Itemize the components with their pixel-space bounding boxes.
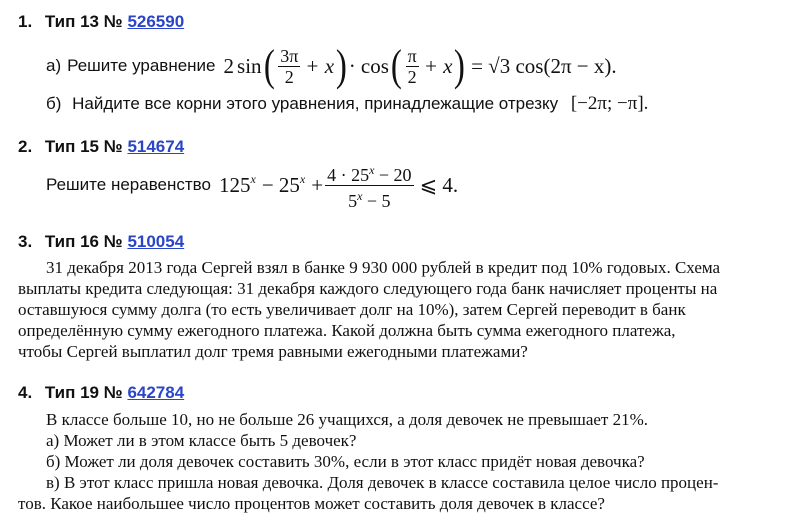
eq1-frac2-den: 2 <box>406 66 419 87</box>
task-2-inequality <box>219 160 458 211</box>
task-4-line-2: а) Может ли в этом классе быть 5 девочек? <box>46 431 357 450</box>
task-1-link[interactable]: 526590 <box>127 12 185 31</box>
task-1-part-b <box>46 93 648 115</box>
task-1-type: Тип 13 <box>44 12 100 31</box>
task-1-part-b-label: б) <box>46 94 62 113</box>
task-1-number: 1. <box>18 12 33 31</box>
eq1-frac1-num: 3π <box>280 45 299 66</box>
task-3-line-4: определённую сумму ежегодного платежа. Какой должна быть сумма ежегодного платежа, <box>18 321 676 340</box>
ineq-plus: + <box>311 172 324 197</box>
task-2-text: Решите неравенство <box>46 175 211 194</box>
task-1-part-b-text: Найдите все корни этого уравнения, принадлежащие отрезку <box>72 94 559 113</box>
task-3-header <box>18 232 184 252</box>
eq1-sin: sin <box>237 53 262 78</box>
task-3-line-3: оставшуюся сумму долга (то есть увеличивает долг на 10%), затем Сергей переводит в банк <box>18 300 686 319</box>
task-3-line-1: 31 декабря 2013 года Сергей взял в банке 9 930 000 рублей в кредит под 10% годовых. Схема <box>46 258 721 277</box>
ineq-minus-25: − $25^x$ <box>261 172 306 197</box>
task-1-interval: [−2π; −π]. <box>570 93 649 114</box>
eq1-frac1 <box>278 46 300 87</box>
eq1-rparen2: ) <box>454 41 466 90</box>
task-4-line-1: В классе больше 10, но не больше 26 учащихся, а доля девочек не превышает 21%. <box>46 410 649 429</box>
task-4-sign: № <box>103 383 123 402</box>
task-1-part-a-text: Решите уравнение <box>67 56 216 75</box>
task-4-line-4: в) В этот класс пришла новая девочка. Доля девочек в классе составила целое число процен- <box>46 473 719 492</box>
task-2-link[interactable]: 514674 <box>127 137 185 156</box>
task-3-link[interactable]: 510054 <box>127 232 185 251</box>
eq1-frac2-num: π <box>407 45 417 66</box>
ineq-125: 125$^x$ <box>218 172 256 197</box>
task-2-header <box>18 137 184 157</box>
eq1-coef: 2 <box>223 53 235 78</box>
eq1-plus-x: + x <box>305 53 335 78</box>
eq1-lparen2: ( <box>390 41 402 90</box>
task-3-line-2: выплаты кредита следующая: 31 декабря каждого следующего года банк начисляет проценты на <box>18 279 718 298</box>
eq1-frac1-den: 2 <box>278 66 300 87</box>
eq1-plus-x-2: + x <box>423 53 453 78</box>
task-4-header <box>18 383 184 403</box>
task-1-header <box>18 12 184 32</box>
task-2-number: 2. <box>18 137 33 156</box>
task-4-link[interactable]: 642784 <box>127 383 185 402</box>
eq1-frac2 <box>406 46 419 87</box>
task-3-sign: № <box>103 232 123 251</box>
task-1-part-a-label: а) <box>46 56 62 75</box>
task-3-type: Тип 16 <box>44 232 100 251</box>
eq1-rhs: = √3 cos(2π − x). <box>471 53 617 78</box>
ineq-rhs: ⩽ 4. <box>419 172 459 197</box>
task-1-equation <box>223 41 617 90</box>
eq1-lparen: ( <box>263 41 275 90</box>
task-4-type: Тип 19 <box>44 383 100 402</box>
eq1-dot-cos: · cos <box>348 53 389 78</box>
task-2-statement <box>46 162 459 211</box>
ineq-frac-num: $4 \cdot 25^x - 20$ <box>327 162 412 185</box>
task-4-line-3: б) Может ли доля девочек составить 30%, если в этот класс придёт новая девочка? <box>46 452 645 471</box>
task-2-type: Тип 15 <box>44 137 100 156</box>
ineq-frac-den: $5^x - 5$ <box>325 185 413 211</box>
task-1-sign: № <box>103 12 123 31</box>
task-3-number: 3. <box>18 232 33 251</box>
task-1-part-a <box>46 42 617 90</box>
task-3-line-5: чтобы Сергей выплатил долг тремя равными ежегодными платежами? <box>18 342 528 361</box>
task-2-sign: № <box>103 137 123 156</box>
task-4-number: 4. <box>18 383 33 402</box>
task-4-line-5: тов. Какое наибольшее число процентов может составить доля девочек в классе? <box>18 494 605 513</box>
ineq-frac <box>325 160 413 211</box>
eq1-rparen: ) <box>335 41 347 90</box>
